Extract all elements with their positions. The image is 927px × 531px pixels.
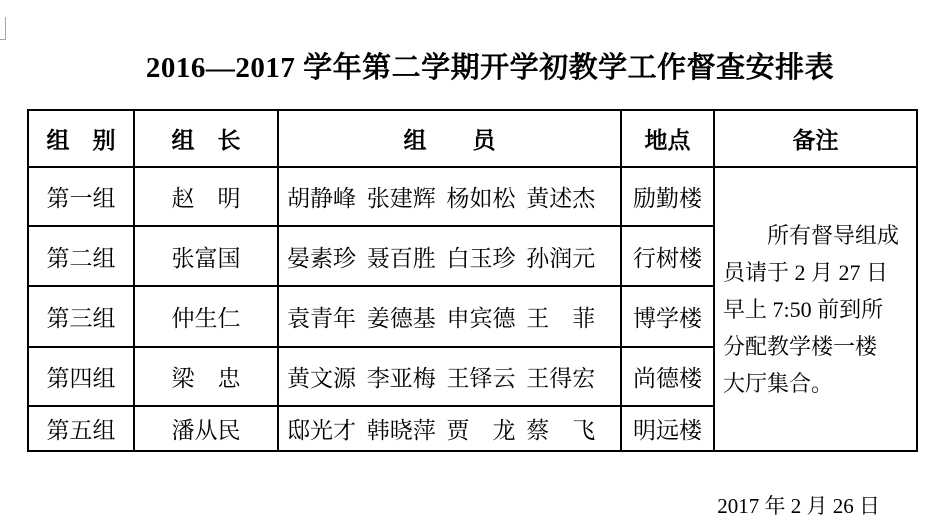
cell-group: 第四组 bbox=[28, 347, 134, 406]
document-date: 2017 年 2 月 26 日 bbox=[717, 494, 880, 518]
remark-line: 早上 7:50 前到所 bbox=[723, 296, 884, 322]
cell-remark bbox=[714, 167, 917, 451]
cell-members: 胡静峰 张建辉 杨如松 黄述杰 bbox=[278, 167, 621, 226]
inspection-schedule-table bbox=[27, 109, 918, 452]
cell-leader: 张富国 bbox=[134, 226, 278, 286]
cell-location: 明远楼 bbox=[621, 406, 714, 451]
header-group: 组 别 bbox=[28, 110, 134, 167]
cell-group: 第二组 bbox=[28, 226, 134, 286]
remark-line: 大厅集合。 bbox=[723, 370, 834, 396]
cell-members: 晏素珍 聂百胜 白玉珍 孙润元 bbox=[278, 226, 621, 286]
cell-leader: 赵 明 bbox=[134, 167, 278, 226]
remark-line: 分配教学楼一楼 bbox=[723, 333, 878, 359]
remark-line: 员请于 2 月 27 日 bbox=[723, 259, 889, 285]
cell-location: 行树楼 bbox=[621, 226, 714, 286]
remark-line: 所有督导组成 bbox=[767, 222, 900, 248]
cell-location: 尚德楼 bbox=[621, 347, 714, 406]
text-boundary-corner-mark bbox=[0, 17, 6, 40]
header-members: 组 员 bbox=[278, 110, 621, 167]
header-location: 地点 bbox=[621, 110, 714, 167]
cell-group: 第五组 bbox=[28, 406, 134, 451]
cell-location: 励勤楼 bbox=[621, 167, 714, 226]
cell-leader: 仲生仁 bbox=[134, 286, 278, 347]
table-row bbox=[28, 167, 917, 226]
cell-group: 第三组 bbox=[28, 286, 134, 347]
cell-members: 邸光才 韩晓萍 贾 龙 蔡 飞 bbox=[278, 406, 621, 451]
table-header-row bbox=[28, 110, 917, 167]
header-leader: 组 长 bbox=[134, 110, 278, 167]
cell-leader: 潘从民 bbox=[134, 406, 278, 451]
cell-members: 袁青年 姜德基 申宾德 王 菲 bbox=[278, 286, 621, 347]
cell-group: 第一组 bbox=[28, 167, 134, 226]
cell-leader: 梁 忠 bbox=[134, 347, 278, 406]
remark-text bbox=[715, 217, 916, 402]
header-remark: 备注 bbox=[714, 110, 917, 167]
document-title: 2016—2017 学年第二学期开学初教学工作督查安排表 bbox=[145, 52, 835, 84]
cell-location: 博学楼 bbox=[621, 286, 714, 347]
cell-members: 黄文源 李亚梅 王铎云 王得宏 bbox=[278, 347, 621, 406]
